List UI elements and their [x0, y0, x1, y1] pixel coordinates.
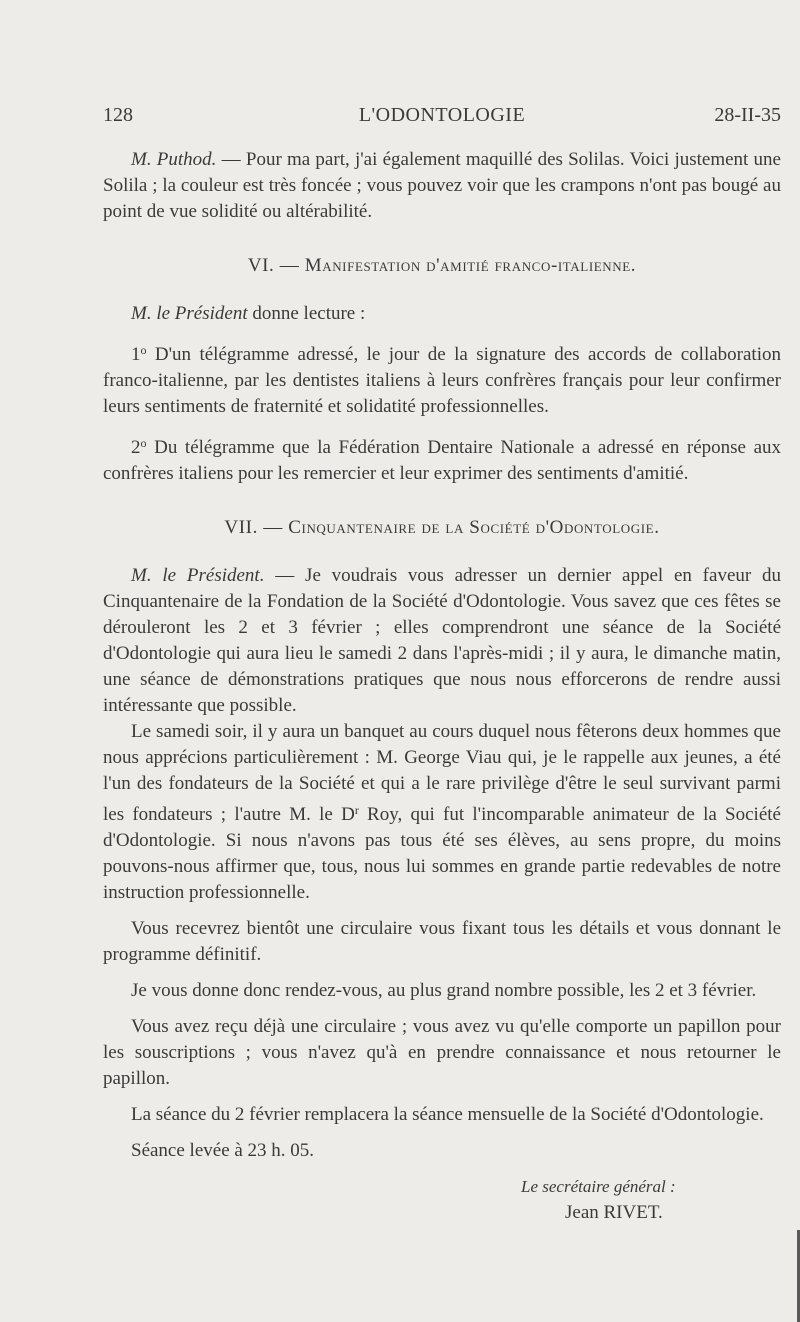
journal-title: L'ODONTOLOGIE — [358, 104, 526, 126]
paragraph-seance-mensuelle: La séance du 2 février remplacera la séance mensuelle de la Société d'Odontologie. — [131, 1104, 764, 1125]
president-lecture-text: donne lecture : — [247, 303, 366, 324]
issue-date: 28-II-35 — [714, 104, 781, 126]
samedi-text-before: Le samedi soir, il y aura un banquet au cours duquel nous fêterons deux hommes que nous apprécions particulièrement : M. George Viau qui, je le rappelle aux jeunes, a été l'un des fondateurs de la Société et qui a le rare privilège d'être le seul survivant parmi les fondateurs ; l'autre M. le D — [103, 721, 781, 825]
signature-block — [521, 1174, 781, 1226]
item-1-ordinal: o — [140, 343, 147, 357]
samedi-text-after: Roy, qui fut l'incomparable animateur de la Société d'Odontologie. Si nous n'avons pas tous été ses élèves, au sens propre, du moins pouvons-nous affirmer que, tous, nous lui sommes en grande partie redevables de notre instruction professionnelle. — [103, 804, 781, 903]
paragraph-papillon: Vous avez reçu déjà une circulaire ; vous avez vu qu'elle comporte un papillon pour les souscriptions ; vous n'avez qu'à en prendre connaissance et nous retourner le papillon. — [103, 1016, 781, 1089]
speaker-president-2: M. le Président. — [131, 565, 265, 586]
paragraph-president-lecture — [103, 301, 781, 327]
item-2-ordinal: o — [140, 436, 147, 450]
paragraph-samedi — [103, 719, 781, 906]
signature-name: Jean RIVET. — [565, 1202, 663, 1223]
president-appel-text: — Je voudrais vous adresser un dernier appel en faveur du Cinquantenaire de la Fondation de la Société d'Odontologie. Vous savez que ces fêtes se dérouleront les 2 et 3 février ; elles comprendront une séance de la Société d'Odontologie qui aura lieu le samedi 2 dans l'après-midi ; il y aura, le dimanche matin, une séance de démonstrations pratiques que nous nous efforcerons de rendre aussi intéressante que possible. — [103, 565, 781, 716]
article-body — [103, 147, 781, 1226]
signature-role: Le secrétaire général : — [521, 1177, 676, 1196]
item-1-number: 1 — [131, 344, 141, 365]
puthod-text: — Pour ma part, j'ai également maquillé des Solilas. Voici justement une Solila ; la couleur est très foncée ; vous pouvez voir que les crampons n'ont pas bougé au point de vue solidité ou altérabilité. — [103, 149, 781, 222]
item-2-text: Du télégramme que la Fédération Dentaire Nationale a adressé en réponse aux confrères italiens pour les remercier et leur exprimer des sentiments d'amitié. — [103, 437, 781, 484]
item-2-number: 2 — [131, 437, 141, 458]
speaker-president: M. le Président — [131, 303, 248, 324]
paragraph-circulaire: Vous recevrez bientôt une circulaire vous fixant tous les détails et vous donnant le programme définitif. — [103, 918, 781, 965]
closing-line: Séance levée à 23 h. 05. — [131, 1140, 315, 1161]
list-item-1 — [103, 337, 781, 420]
paragraph-puthod — [103, 147, 781, 225]
running-header — [103, 104, 781, 130]
list-item-2 — [103, 430, 781, 487]
section-heading-vi: VI. — Manifestation d'amitié franco-italienne. — [247, 255, 637, 276]
paragraph-president-appel — [103, 563, 781, 719]
item-1-text: D'un télégramme adressé, le jour de la signature des accords de collaboration franco-italienne, par les dentistes italiens à leurs confrères français pour leur confirmer leurs sentiments de fraternité et solidatité professionnelles. — [103, 344, 781, 417]
doctor-abbrev-sup: r — [354, 803, 359, 817]
paragraph-rendez-vous: Je vous donne donc rendez-vous, au plus grand nombre possible, les 2 et 3 février. — [131, 980, 757, 1001]
page-number: 128 — [103, 104, 133, 126]
speaker-puthod: M. Puthod. — [131, 149, 217, 170]
section-heading-vii: VII. — Cinquantenaire de la Société d'Odontologie. — [224, 517, 660, 538]
